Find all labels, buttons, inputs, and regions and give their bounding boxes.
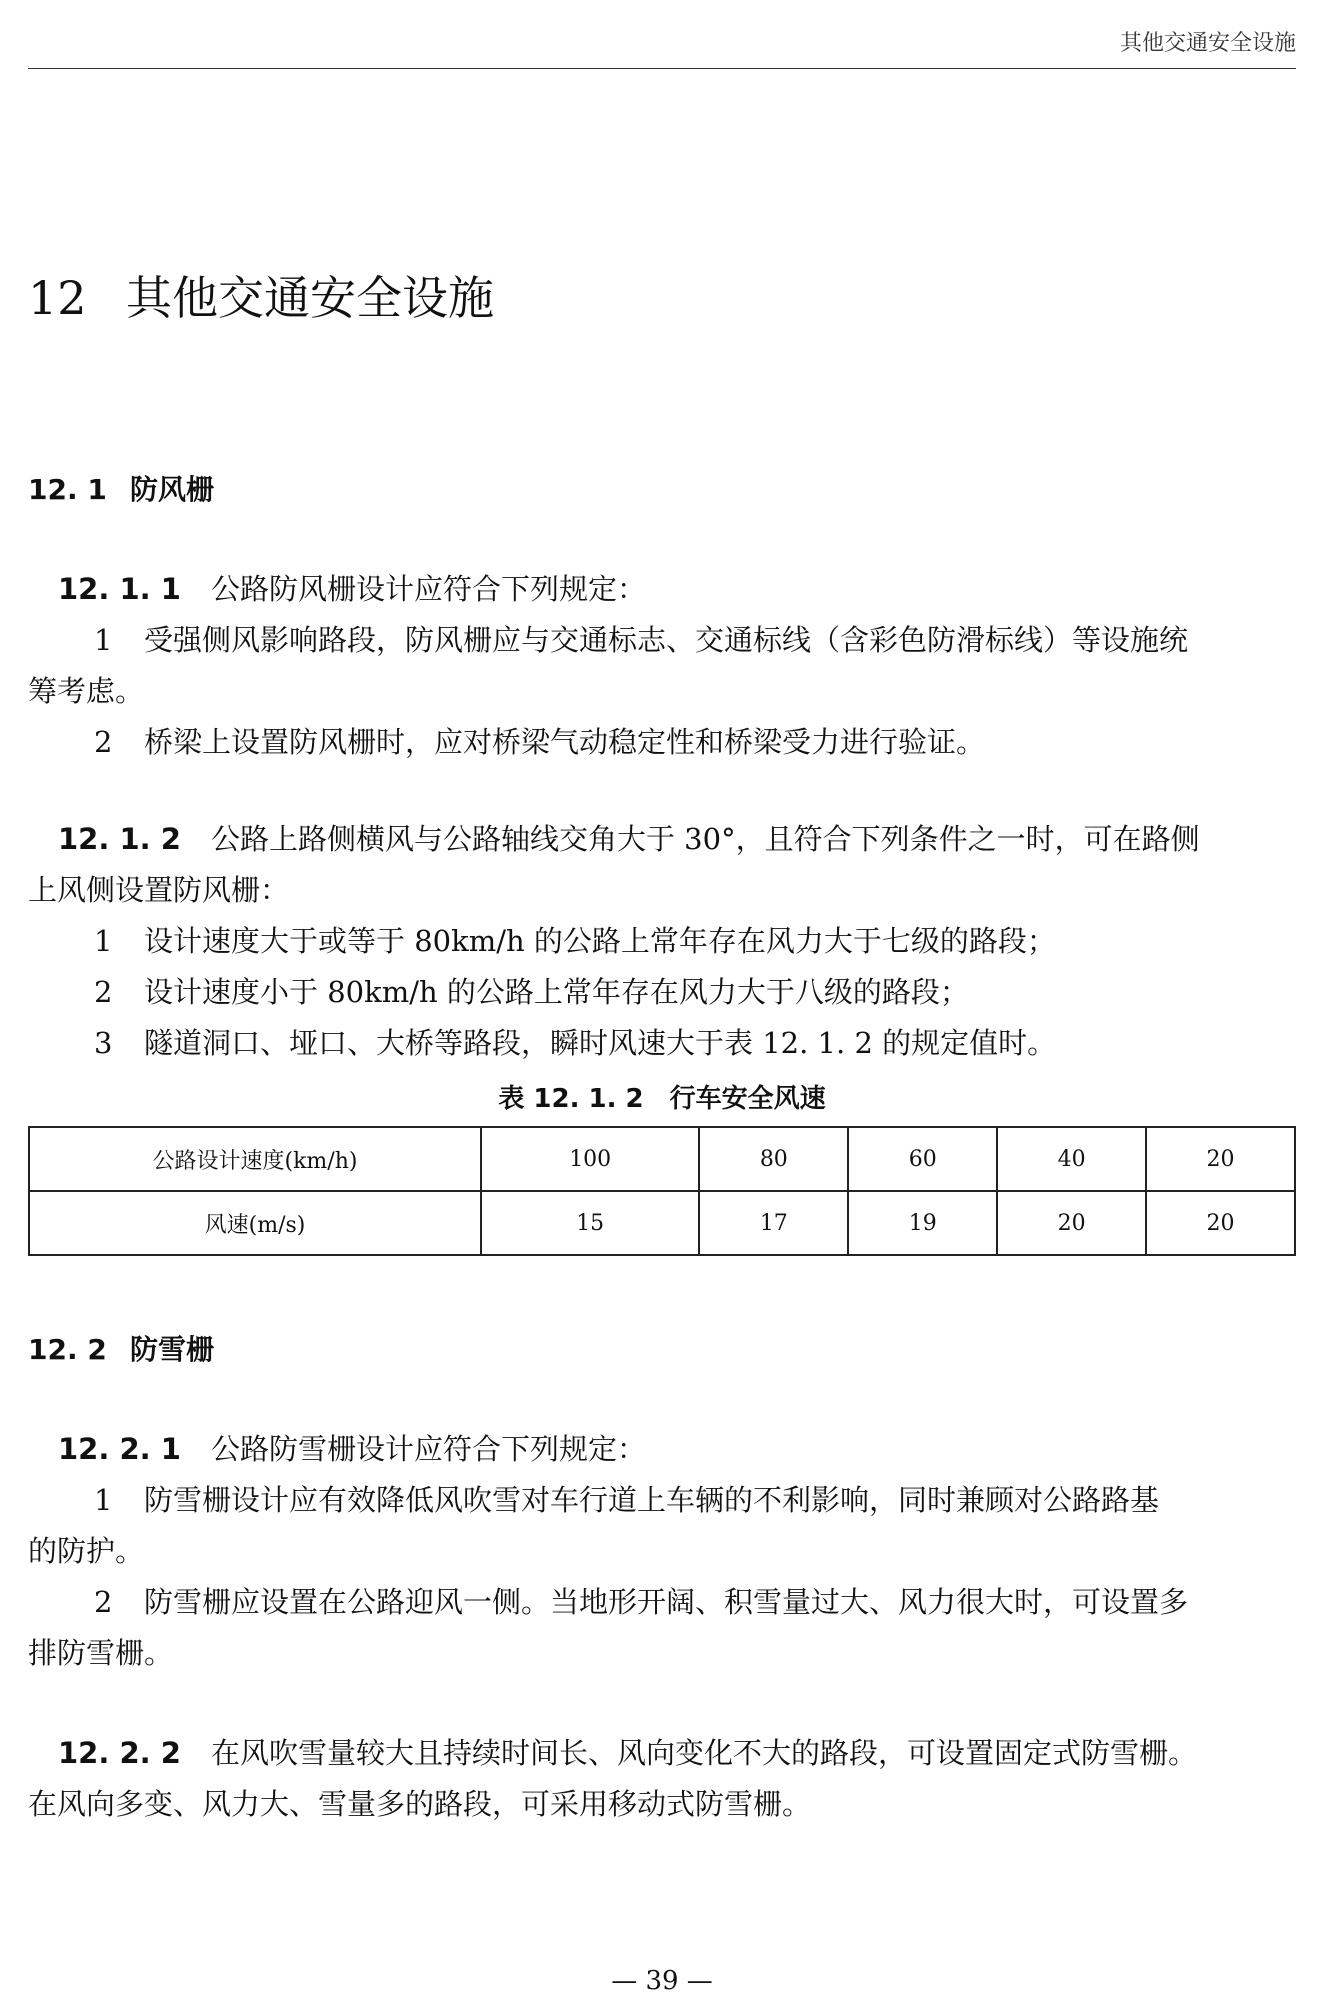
table-cell: 20	[1146, 1127, 1295, 1191]
clause-number: 12. 1. 2	[58, 822, 181, 856]
clause-text: 公路上路侧横风与公路轴线交角大于 30°，且符合下列条件之一时，可在路侧	[210, 822, 1200, 856]
page-number: — 39 —	[611, 1966, 713, 1996]
clause-12-1-1	[28, 564, 1296, 768]
table-row	[29, 1127, 1295, 1191]
section-heading-12-1	[28, 468, 214, 508]
wind-speed-table	[28, 1126, 1296, 1256]
clause-head	[28, 814, 1296, 865]
list-item: 1 受强侧风影响路段，防风栅应与交通标志、交通标线（含彩色防滑标线）等设施统	[94, 623, 1189, 657]
clause-12-1-2	[28, 814, 1296, 1069]
clause-text: 公路防雪栅设计应符合下列规定：	[210, 1432, 646, 1466]
table-cell: 80	[699, 1127, 848, 1191]
clause-text-continuation: 在风向多变、风力大、雪量多的路段，可采用移动式防雪栅。	[28, 1787, 812, 1821]
header-title: 其他交通安全设施	[1119, 31, 1296, 56]
list-item: 1 防雪栅设计应有效降低风吹雪对车行道上车辆的不利影响，同时兼顾对公路路基	[94, 1483, 1160, 1517]
table-cell: 17	[699, 1191, 848, 1255]
clause-text: 公路防风栅设计应符合下列规定：	[210, 572, 646, 606]
table-cell: 60	[848, 1127, 997, 1191]
section-number: 12. 1	[28, 473, 107, 506]
clause-number: 12. 1. 1	[58, 572, 181, 606]
section-number: 12. 2	[28, 1333, 107, 1366]
table-number: 表 12. 1. 2	[498, 1084, 644, 1114]
list-item: 2 防雪栅应设置在公路迎风一侧。当地形开阔、积雪量过大、风力很大时，可设置多	[94, 1585, 1189, 1619]
list-item-continuation: 筹考虑。	[28, 674, 145, 708]
list-item: 3 隧道洞口、垭口、大桥等路段，瞬时风速大于表 12. 1. 2 的规定值时。	[94, 1026, 1057, 1060]
list-item: 2 设计速度小于 80km/h 的公路上常年存在风力大于八级的路段；	[94, 975, 969, 1009]
row-header: 风速(m/s)	[29, 1191, 481, 1255]
list-item-continuation: 排防雪栅。	[28, 1636, 174, 1670]
clause-text-continuation: 上风侧设置防风栅：	[28, 873, 290, 907]
section-title: 防风栅	[130, 473, 215, 506]
list-item: 2 桥梁上设置防风栅时，应对桥梁气动稳定性和桥梁受力进行验证。	[94, 725, 986, 759]
clause-head	[28, 564, 1296, 615]
chapter-heading	[28, 262, 494, 328]
table-title: 行车安全风速	[669, 1084, 826, 1114]
table-caption	[0, 1078, 1324, 1115]
table-cell: 40	[997, 1127, 1146, 1191]
table-cell: 20	[997, 1191, 1146, 1255]
chapter-title: 其他交通安全设施	[126, 271, 494, 325]
chapter-number: 12	[28, 271, 87, 325]
clause-text: 在风吹雪量较大且持续时间长、风向变化不大的路段，可设置固定式防雪栅。	[210, 1736, 1197, 1770]
clause-number: 12. 2. 1	[58, 1432, 181, 1466]
table-row	[29, 1191, 1295, 1255]
table-cell: 100	[481, 1127, 699, 1191]
clause-head	[28, 1424, 1296, 1475]
table-cell: 15	[481, 1191, 699, 1255]
clause-number: 12. 2. 2	[58, 1736, 181, 1770]
clause-head	[28, 1728, 1296, 1779]
running-header	[28, 22, 1296, 69]
clause-12-2-1	[28, 1424, 1296, 1679]
table-cell: 20	[1146, 1191, 1295, 1255]
clause-12-2-2	[28, 1728, 1296, 1830]
table-cell: 19	[848, 1191, 997, 1255]
list-item-continuation: 的防护。	[28, 1534, 145, 1568]
section-heading-12-2	[28, 1328, 214, 1368]
row-header: 公路设计速度(km/h)	[29, 1127, 481, 1191]
section-title: 防雪栅	[130, 1333, 215, 1366]
list-item: 1 设计速度大于或等于 80km/h 的公路上常年存在风力大于七级的路段；	[94, 924, 1056, 958]
